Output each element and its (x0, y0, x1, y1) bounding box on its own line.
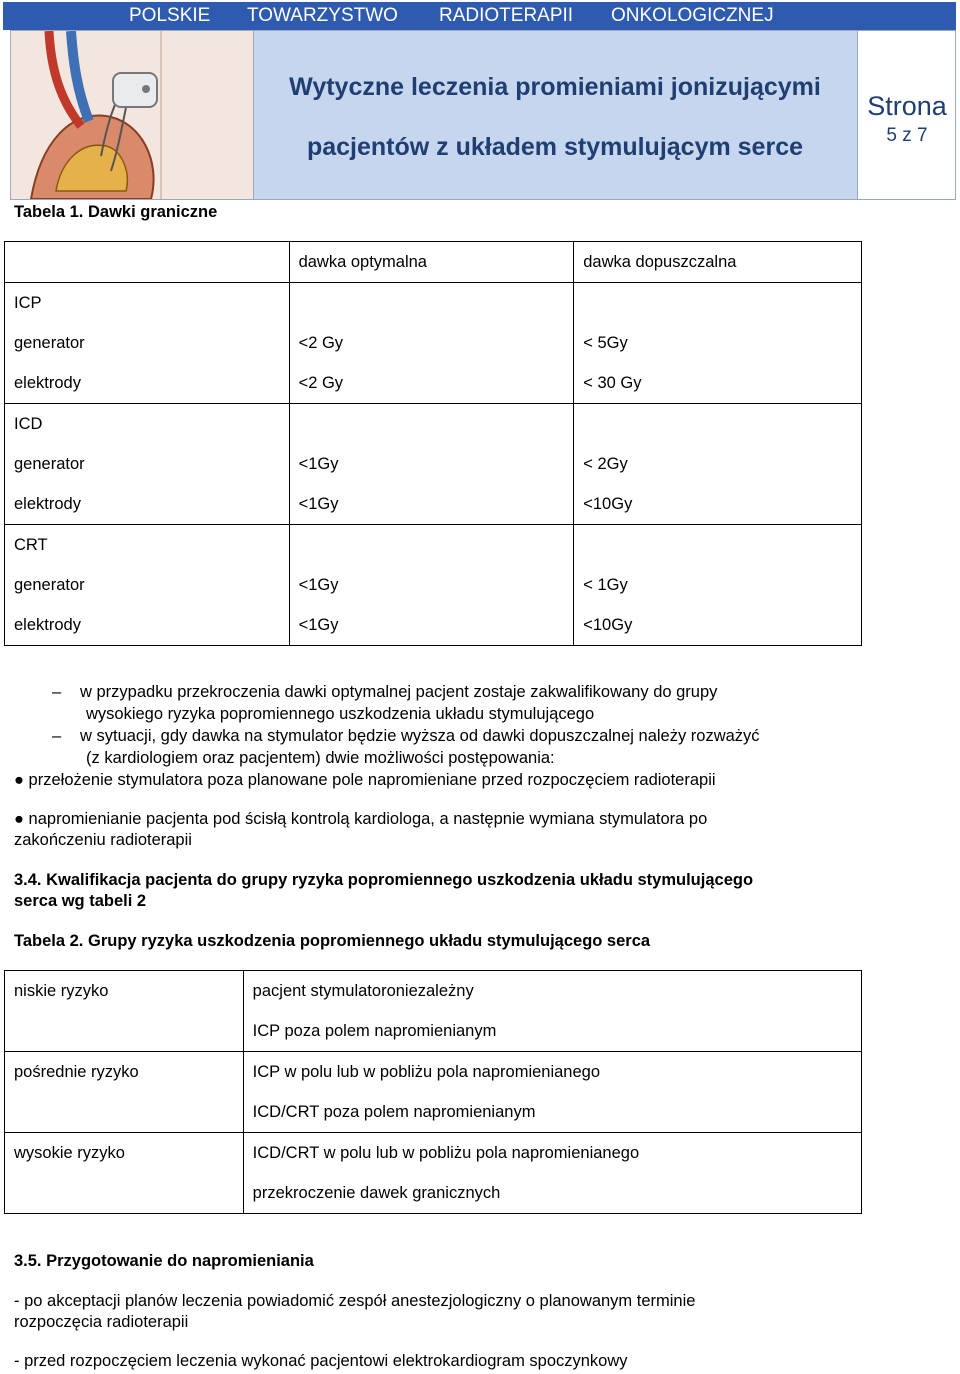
optimal-value: <2 Gy (298, 374, 344, 392)
table-cell-empty (5, 242, 290, 283)
optimal-value: <1Gy (298, 576, 339, 594)
table-header-row (5, 242, 862, 283)
allowed-value: < 5Gy (583, 334, 628, 352)
organization-bar (3, 2, 956, 30)
criteria-cell (243, 1133, 861, 1214)
device-cell (5, 525, 290, 646)
criterion: ICP poza polem napromienianym (252, 1022, 497, 1040)
column-header-allowed: dawka dopuszczalna (574, 242, 862, 283)
title-line-1: Wytyczne leczenia promieniami jonizującymi (289, 73, 821, 101)
document-title (253, 31, 857, 199)
risk-label: niskie ryzyko (14, 982, 109, 1000)
allowed-cell (574, 525, 862, 646)
table2-caption (14, 931, 850, 952)
allowed-value: <10Gy (583, 616, 633, 634)
note-line: w sytuacji, gdy dawka na stymulator będzie wyższa od dawki dopuszczalnej należy rozważyć (80, 727, 760, 745)
bullet-line: ● napromienianie pacjenta pod ścisłą kontrolą kardiologa, a następnie wymiana stymulatora po (14, 810, 708, 828)
criterion: ICP w polu lub w pobliżu pola napromienianego (252, 1063, 601, 1081)
optimal-value: <1Gy (298, 616, 339, 634)
criterion: przekroczenie dawek granicznych (252, 1184, 501, 1202)
org-word: POLSKIE (129, 5, 211, 26)
caption-label: Tabela 2. (14, 932, 84, 950)
bullet-option-2 (14, 809, 850, 830)
heart-pacemaker-illustration (11, 31, 253, 199)
column-header-optimal: dawka optymalna (289, 242, 574, 283)
dose-limits-table (4, 241, 862, 646)
allowed-value: < 30 Gy (583, 374, 642, 392)
optimal-value: <1Gy (298, 495, 339, 513)
bullet-option-1: ● przełożenie stymulatora poza planowane pole napromieniane przed rozpoczęciem radioterapii (14, 771, 716, 789)
note-dash-1 (80, 682, 850, 703)
org-word: RADIOTERAPII (439, 5, 574, 26)
header-divider (857, 31, 858, 199)
org-word: ONKOLOGICZNEJ (611, 5, 774, 26)
table-row (5, 1133, 862, 1214)
device-cell (5, 404, 290, 525)
dash-marker: – (52, 727, 62, 745)
row-label: elektrody (14, 374, 81, 392)
note-dash-2-cont: (z kardiologiem oraz pacjentem) dwie możliwości postępowania: (86, 749, 555, 767)
table1-caption: Tabela 1. Dawki graniczne (14, 203, 218, 221)
criteria-cell (243, 971, 861, 1052)
bullet-option-2-cont: zakończeniu radioterapii (14, 831, 192, 849)
allowed-cell (574, 404, 862, 525)
org-word: TOWARZYSTWO (247, 5, 398, 26)
risk-groups-table (4, 970, 862, 1214)
optimal-value: <1Gy (298, 455, 339, 473)
risk-label: pośrednie ryzyko (14, 1063, 139, 1081)
row-label: generator (14, 576, 85, 594)
table-row (5, 1052, 862, 1133)
row-label: generator (14, 334, 85, 352)
table-row (5, 971, 862, 1052)
caption-text: Grupy ryzyka uszkodzenia popromiennego układu stymulującego serca (83, 932, 651, 950)
prep-item-1-cont: rozpoczęcia radioterapii (14, 1313, 189, 1331)
criterion: pacjent stymulatoroniezależny (252, 982, 474, 1000)
page-number: 5 z 7 (886, 125, 928, 146)
optimal-cell (289, 283, 574, 404)
device-name: CRT (14, 536, 48, 554)
prep-line: - po akceptacji planów leczenia powiadomić zespół anestezjologiczny o planowanym terminie (14, 1292, 696, 1310)
page-indicator (858, 31, 956, 199)
allowed-value: <10Gy (583, 495, 633, 513)
risk-cell (5, 1052, 244, 1133)
table-row (5, 525, 862, 646)
risk-cell (5, 1133, 244, 1214)
note-dash-1-cont: wysokiego ryzyka popromiennego uszkodzenia układu stymulującego (86, 705, 595, 723)
table-row (5, 283, 862, 404)
header-divider (253, 31, 254, 199)
section-3-4-heading (14, 870, 850, 912)
note-dash-2 (80, 726, 850, 747)
table-row (5, 404, 862, 525)
criterion: ICD/CRT poza polem napromienianym (252, 1103, 536, 1121)
prep-item-1 (14, 1291, 850, 1312)
note-line: w przypadku przekroczenia dawki optymalnej pacjent zostaje zakwalifikowany do grupy (80, 683, 718, 701)
row-label: elektrody (14, 495, 81, 513)
criterion: ICD/CRT w polu lub w pobliżu pola napromienianego (252, 1144, 640, 1162)
allowed-cell (574, 283, 862, 404)
heading-line: 3.4. Kwalifikacja pacjenta do grupy ryzyka popromiennego uszkodzenia układu stymulującego (14, 871, 754, 889)
prep-item-2: - przed rozpoczęciem leczenia wykonać pacjentowi elektrokardiogram spoczynkowy (14, 1352, 628, 1370)
title-line-2: pacjentów z układem stymulującym serce (306, 133, 804, 161)
section-3-5-heading: 3.5. Przygotowanie do napromieniania (14, 1252, 314, 1270)
criteria-cell (243, 1052, 861, 1133)
risk-cell (5, 971, 244, 1052)
dash-marker: – (52, 683, 62, 701)
page-label: Strona (867, 91, 947, 121)
optimal-cell (289, 404, 574, 525)
allowed-value: < 2Gy (583, 455, 628, 473)
heading-line: serca wg tabeli 2 (14, 892, 147, 910)
device-name: ICP (14, 294, 42, 312)
device-cell (5, 283, 290, 404)
optimal-cell (289, 525, 574, 646)
row-label: elektrody (14, 616, 81, 634)
row-label: generator (14, 455, 85, 473)
device-name: ICD (14, 415, 43, 433)
optimal-value: <2 Gy (298, 334, 344, 352)
risk-label: wysokie ryzyko (14, 1144, 125, 1162)
allowed-value: < 1Gy (583, 576, 628, 594)
